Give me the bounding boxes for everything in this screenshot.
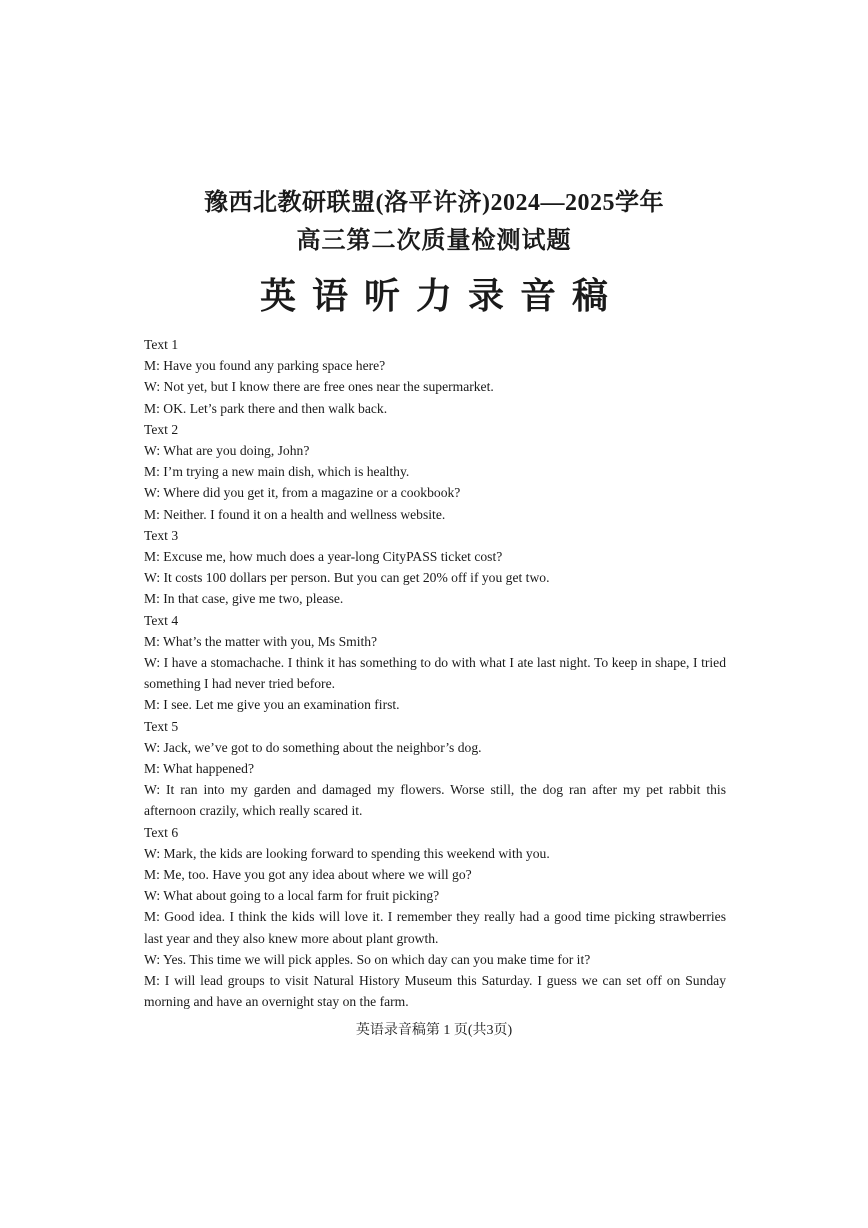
dialogue-line: W: What about going to a local farm for fruit picking? — [144, 888, 440, 904]
section-heading-text-3: Text 3 — [144, 527, 179, 543]
dialogue-line: M: Me, too. Have you got any idea about where we will go? — [144, 867, 472, 883]
transcript-body — [144, 334, 726, 1013]
dialogue-line: M: Excuse me, how much does a year-long CityPASS ticket cost? — [144, 549, 503, 565]
dialogue-line: M: Have you found any parking space here? — [144, 358, 386, 374]
section-heading-text-1: Text 1 — [144, 337, 179, 352]
page-footer: 英语录音稿第 1 页(共3页) — [355, 1023, 513, 1038]
dialogue-line: M: Good idea. I think the kids will love it. I remember they really had a good time picking strawberries last year and they also knew more about plant growth. — [144, 909, 726, 946]
dialogue-line: W: What are you doing, John? — [144, 443, 310, 459]
dialogue-line: M: In that case, give me two, please. — [144, 591, 344, 607]
document-main-title: 英语听力录音稿 — [259, 276, 624, 316]
dialogue-line: M: What happened? — [144, 761, 254, 777]
dialogue-line: M: Neither. I found it on a health and wellness website. — [144, 506, 446, 522]
section-heading-text-4: Text 4 — [144, 612, 179, 628]
dialogue-line: W: Not yet, but I know there are free ones near the supermarket. — [144, 379, 494, 395]
section-heading-text-6: Text 6 — [144, 824, 179, 840]
dialogue-line: M: OK. Let’s park there and then walk back. — [144, 400, 388, 416]
dialogue-line: W: Where did you get it, from a magazine or a cookbook? — [144, 485, 461, 501]
dialogue-line: M: I will lead groups to visit Natural History Museum this Saturday. I guess we can set off on Sunday morning and have an overnight stay on the farm. — [144, 973, 726, 1010]
dialogue-line: M: I’m trying a new main dish, which is healthy. — [144, 464, 410, 480]
dialogue-line: M: What’s the matter with you, Ms Smith? — [144, 633, 378, 649]
section-heading-text-2: Text 2 — [144, 421, 179, 437]
dialogue-line: W: Mark, the kids are looking forward to spending this weekend with you. — [144, 845, 550, 861]
section-heading-text-5: Text 5 — [144, 718, 179, 734]
dialogue-line: W: It ran into my garden and damaged my flowers. Worse still, the dog ran after my pet rabbit this afternoon crazily, which really scared it. — [144, 782, 726, 819]
exam-title-line2: 高三第二次质量检测试题 — [296, 228, 572, 254]
dialogue-line: W: Jack, we’ve got to do something about the neighbor’s dog. — [144, 739, 482, 755]
dialogue-line: W: I have a stomachache. I think it has something to do with what I ate last night. To keep in shape, I tried something I had never tried before. — [144, 655, 726, 692]
dialogue-line: W: It costs 100 dollars per person. But you can get 20% off if you get two. — [144, 570, 550, 586]
dialogue-line: M: I see. Let me give you an examination first. — [144, 697, 400, 713]
dialogue-line: W: Yes. This time we will pick apples. So on which day can you make time for it? — [144, 951, 591, 967]
exam-title-line1: 豫西北教研联盟(洛平许济)2024—2025学年 — [204, 190, 664, 216]
